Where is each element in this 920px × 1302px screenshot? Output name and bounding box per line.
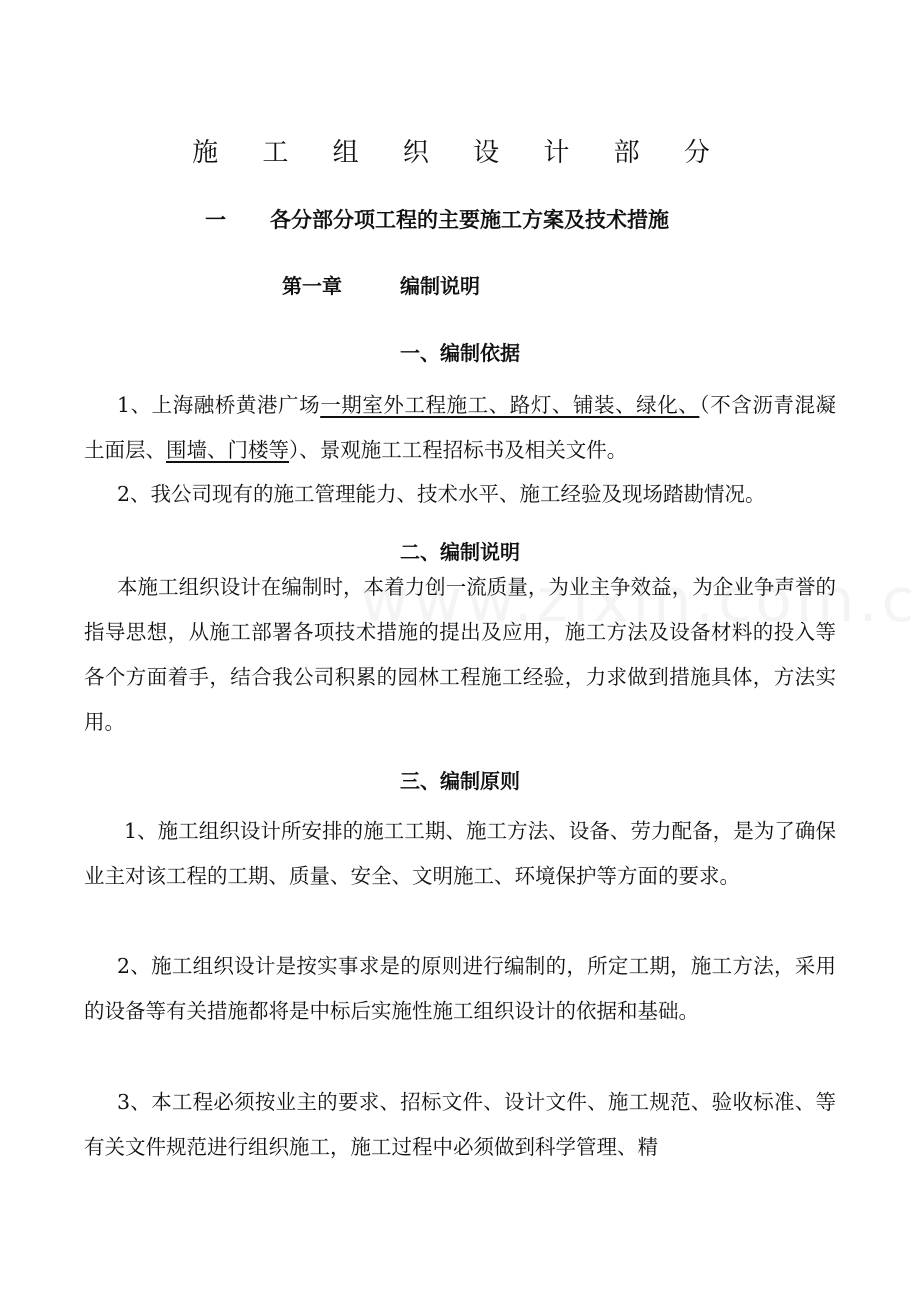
section-heading [205,204,669,234]
section-text: 各分部分项工程的主要施工方案及技术措施 [270,208,669,232]
subheading-explanation: 二、编制说明 [400,540,520,564]
basis-p1-part-b: （不含沥青混凝土面层、 [84,393,837,462]
chapter-text: 编制说明 [400,274,480,298]
principles-paragraph-1: 1、施工组织设计所安排的施工工期、施工方法、设备、劳力配备，是为了确保业主对该工程的工期、质量、安全、文明施工、环境保护等方面的要求。 [84,819,836,888]
basis-p1-underline-1: 一期室外工程施工、路灯、铺装、绿化、 [320,393,700,417]
basis-p1-underline-2: 围墙、门楼等 [166,438,289,462]
basis-paragraph-2: 2、我公司现有的施工管理能力、技术水平、施工经验及现场踏勘情况。 [117,482,766,506]
explanation-paragraph: 本施工组织设计在编制时，本着力创一流质量，为业主争效益，为企业争声誉的指导思想，从施工部署各项技术措施的提出及应用，施工方法及设备材料的投入等各个方面着手，结合我公司积累的园林工程施工经验，力求做到措施具体，方法实用。 [84,575,836,734]
basis-paragraph-1 [84,383,836,473]
principles-paragraph-2: 2、施工组织设计是按实事求是的原则进行编制的，所定工期，施工方法，采用的设备等有关措施都将是中标后实施性施工组织设计的依据和基础。 [84,954,836,1023]
chapter-number: 第一章 [282,274,342,298]
subheading-principles: 三、编制原则 [400,769,520,793]
document-title: 施 工 组 织 设 计 部 分 [192,138,728,168]
section-number: 一 [205,208,226,232]
basis-p1-part-a: 1、上海融桥黄港广场 [117,393,321,417]
principles-paragraph-3: 3、本工程必须按业主的要求、招标文件、设计文件、施工规范、验收标准、等有关文件规范进行组织施工，施工过程中必须做到科学管理、精 [84,1090,836,1159]
subheading-basis: 一、编制依据 [400,341,520,365]
basis-p1-part-c: ）、景观施工工程招标书及相关文件。 [289,438,628,462]
chapter-heading [282,270,480,299]
